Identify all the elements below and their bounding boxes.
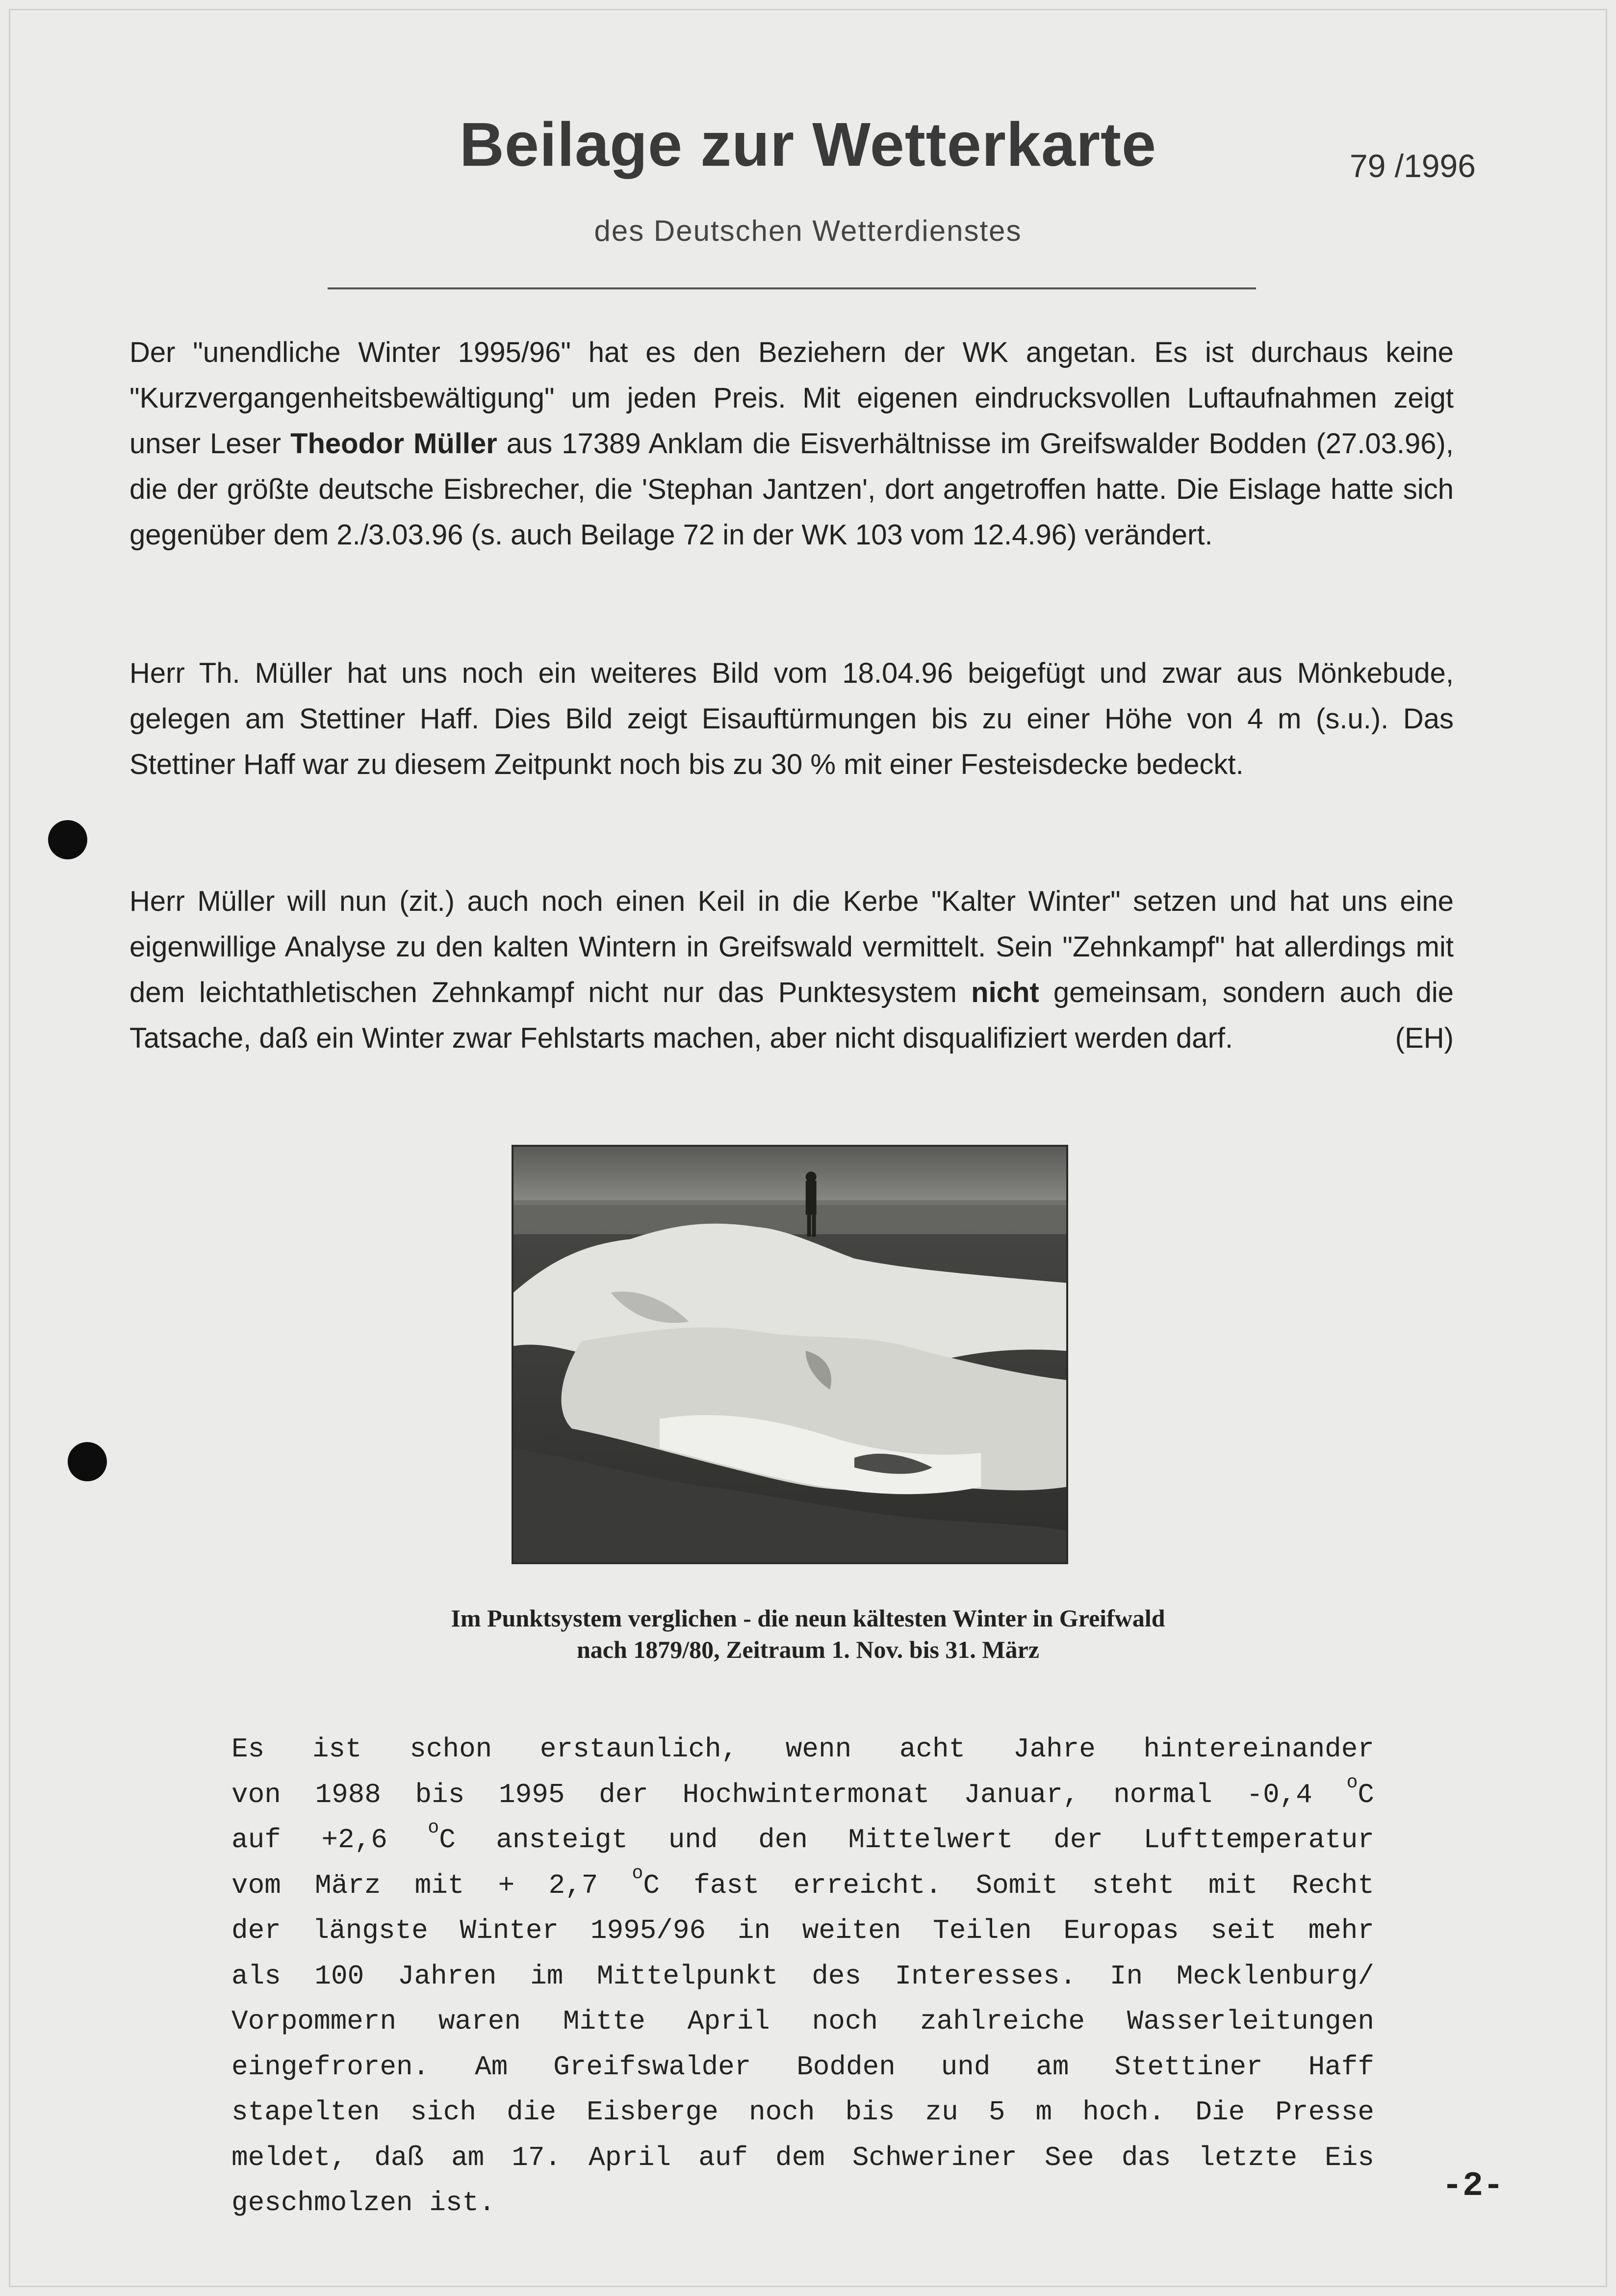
author-signature: (EH)	[1395, 1022, 1454, 1054]
paragraph-intro-text-2: aus 17389 Anklam die Eisverhältnisse im Greifswalder Bodden (27.03.96), die der größte deutsche Eisbrecher, die 'Stephan Jantzen', dort angetroffen hatte. Die Eislage hatte sich gegenüber dem 2./3.03.96 (s. auch Beilage 72 in der WK 103 vom 12.4.96) verändert.	[129, 428, 1454, 551]
typewriter-line-4-a: vom März mit + 2,7	[231, 1869, 632, 1901]
typewriter-line-6: als 100 Jahren im Mittelpunkt des Interesses. In Mecklenburg/	[231, 1960, 1374, 1992]
paragraph-intro	[129, 330, 1454, 558]
typewriter-line-10: meldet, daß am 17. April auf dem Schweriner See das letzte Eis	[231, 2141, 1374, 2173]
paragraph-moenkebude: Herr Th. Müller hat uns noch ein weiteres Bild vom 18.04.96 beigefügt und zwar aus Mönkebude, gelegen am Stettiner Haff. Dies Bild zeigt Eisauftürmungen bis zu einer Höhe von 4 m (s.u.). Das Stettiner Haff war zu diesem Zeitpunkt noch bis zu 30 % mit einer Festeisdecke bedeckt.	[129, 657, 1454, 780]
typewriter-line-4-b: C fast erreicht. Somit steht mit Recht	[643, 1869, 1374, 1901]
typewriter-line-11: geschmolzen ist.	[231, 2187, 495, 2219]
typewriter-line-1: Es ist schon erstaunlich, wenn acht Jahre hintereinander	[231, 1733, 1374, 1765]
typewriter-text	[231, 1727, 1374, 2226]
issue-number: 79 /1996	[1350, 148, 1476, 184]
ice-photo	[512, 1145, 1068, 1564]
typewriter-line-5: der längste Winter 1995/96 in weiten Teilen Europas seit mehr	[231, 1915, 1374, 1946]
typewriter-line-3-b: C ansteigt und den Mittelwert der Lufttemperatur	[439, 1824, 1375, 1856]
typewriter-line-2	[231, 1772, 1374, 1818]
typewriter-line-2-a: von 1988 bis 1995 der Hochwintermonat Januar, normal -0,4	[231, 1779, 1347, 1810]
paragraph-zehnkampf-text-2: gemeinsam, sondern auch die Tatsache, daß ein Winter zwar Fehlstarts machen, aber nicht disqualifiziert werden darf.	[129, 977, 1454, 1054]
punch-hole-top	[48, 820, 87, 859]
photo-caption-line-2: nach 1879/80, Zeitraum 1. Nov. bis 31. März	[576, 1636, 1040, 1663]
page-subtitle: des Deutschen Wetterdienstes	[594, 214, 1022, 247]
paragraph-intro-text-1: Der "unendliche Winter 1995/96" hat es den Beziehern der WK angetan. Es ist durchaus keine "Kurzvergangenheitsbewältigung" um jeden Preis. Mit eigenen eindrucksvollen Luftaufnahmen zeigt unser Leser	[129, 336, 1454, 460]
degree-symbol: o	[632, 1862, 643, 1884]
typewriter-line-3-a: auf +2,6	[231, 1824, 428, 1856]
ice-photo-graphic	[513, 1147, 1066, 1562]
typewriter-line-9: stapelten sich die Eisberge noch bis zu 5 m hoch. Die Presse	[231, 2096, 1374, 2128]
page-number: -2-	[1442, 2167, 1504, 2206]
emphasis-nicht: nicht	[971, 977, 1039, 1008]
degree-symbol: o	[428, 1817, 439, 1838]
page-title: Beilage zur Wetterkarte	[459, 110, 1157, 179]
typewriter-line-2-b: C	[1358, 1779, 1374, 1810]
typewriter-line-7: Vorpommern waren Mitte April noch zahlreiche Wasserleitungen	[231, 2006, 1374, 2037]
typewriter-line-3	[231, 1817, 1374, 1863]
degree-symbol: o	[1346, 1772, 1358, 1793]
header-divider	[328, 287, 1256, 289]
photo-caption	[0, 1602, 1616, 1665]
typewriter-line-8: eingefroren. Am Greifswalder Bodden und am Stettiner Haff	[231, 2051, 1374, 2083]
reader-name: Theodor Müller	[290, 428, 497, 460]
paragraph-zehnkampf	[129, 878, 1454, 1061]
punch-hole-bottom	[68, 1442, 107, 1481]
photo-caption-line-1: Im Punktsystem verglichen - die neun kältesten Winter in Greifwald	[451, 1604, 1165, 1632]
typewriter-line-4	[231, 1863, 1374, 1909]
paragraph-zehnkampf-text-1: Herr Müller will nun (zit.) auch noch einen Keil in die Kerbe "Kalter Winter" setzen und hat uns eine eigenwillige Analyse zu den kalten Wintern in Greifswald vermittelt. Sein "Zehnkampf" hat allerdings mit dem leichtathletischen Zehnkampf nicht nur das Punktesystem	[129, 885, 1454, 1008]
